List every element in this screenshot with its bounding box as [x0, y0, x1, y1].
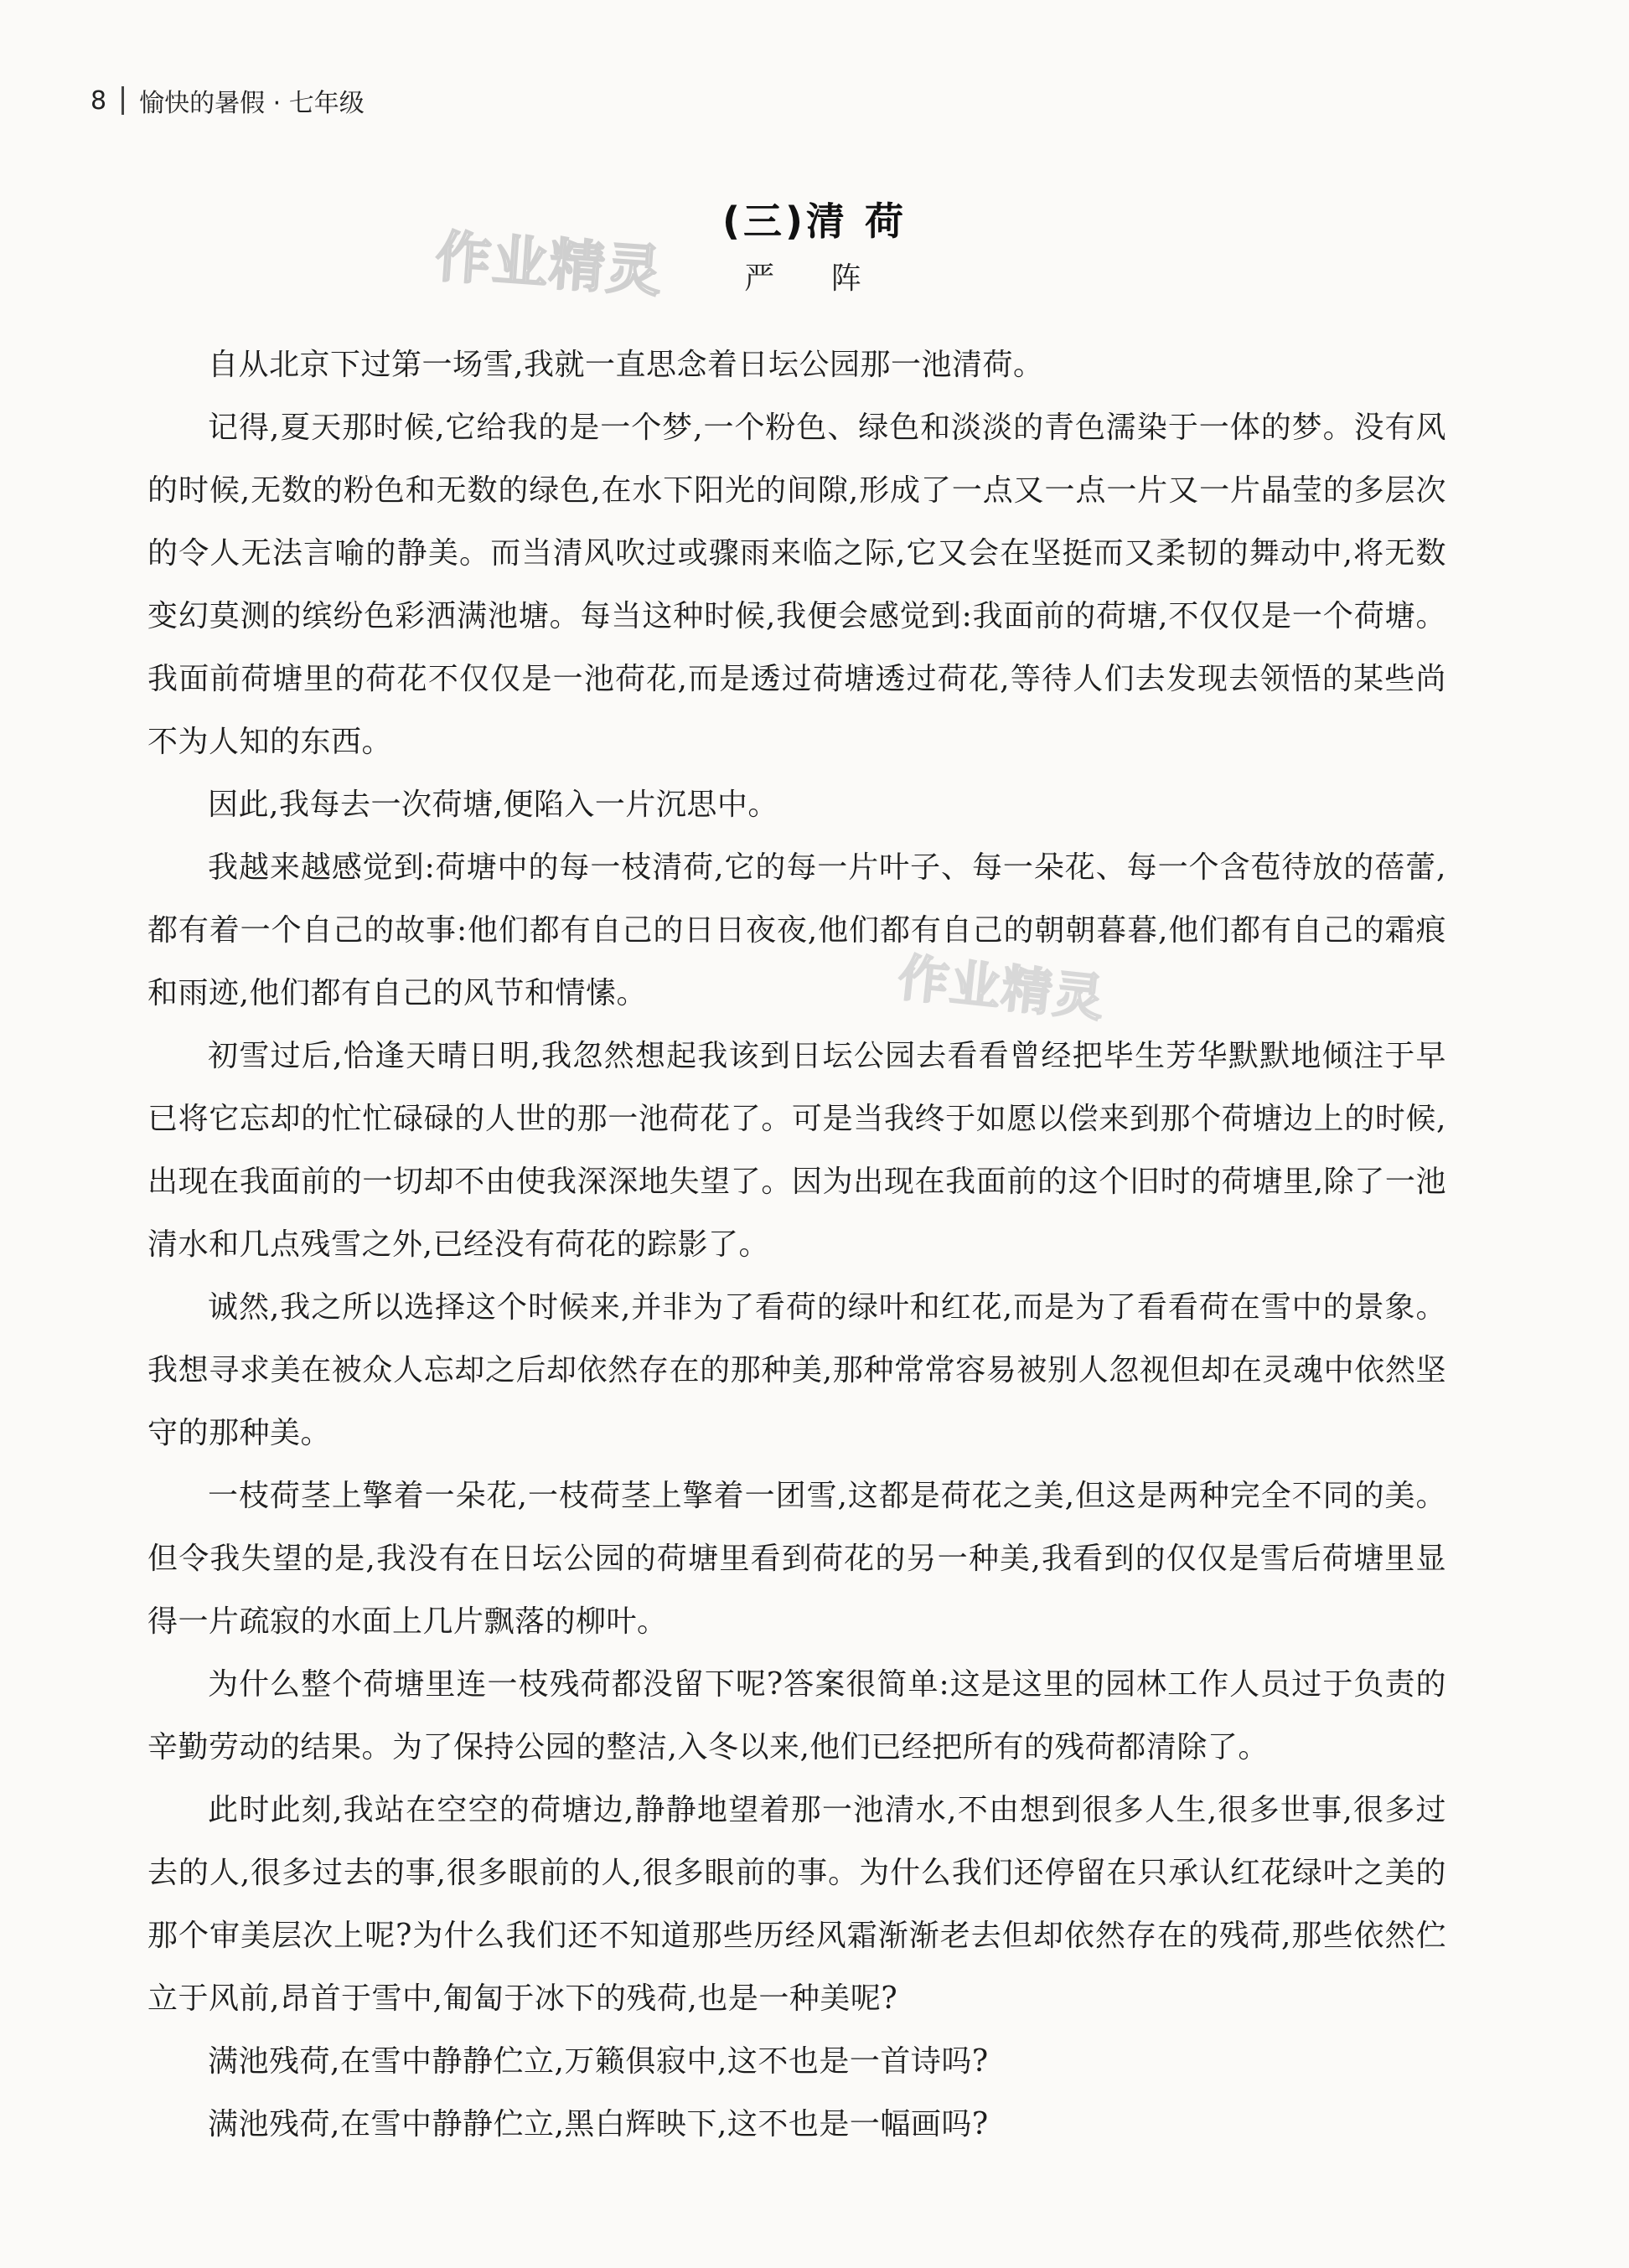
article-body: [147, 333, 1446, 2156]
page-number: 8: [90, 85, 107, 116]
paragraph: 初雪过后,恰逢天晴日明,我忽然想起我该到日坛公园去看看曾经把毕生芳华默默地倾注于早已将它忘却的忙忙碌碌的人世的那一池荷花了。可是当我终于如愿以偿来到那个荷塘边上的时候,出现在我面前的一切却不由使我深深地失望了。因为出现在我面前的这个旧时的荷塘里,除了一池清水和几点残雪之外,已经没有荷花的踪影了。: [147, 1039, 1446, 1262]
paragraph: 自从北京下过第一场雪,我就一直思念着日坛公园那一池清荷。: [208, 348, 1044, 382]
watermark-logo: 作业精灵: [433, 224, 665, 305]
watermark-logo: 作业精灵: [895, 948, 1109, 1029]
paragraph: 我越来越感觉到:荷塘中的每一枝清荷,它的每一片叶子、每一朵花、每一个含苞待放的蓓蕾,都有着一个自己的故事:他们都有自己的日日夜夜,他们都有自己的朝朝暮暮,他们都有自己的霜痕和雨迹,他们都有自己的风节和情愫。: [147, 850, 1446, 1010]
paragraph: 此时此刻,我站在空空的荷塘边,静静地望着那一池清水,不由想到很多人生,很多世事,很多过去的人,很多过去的事,很多眼前的人,很多眼前的事。为什么我们还停留在只承认红花绿叶之美的那个审美层次上呢?为什么我们还不知道那些历经风霜渐渐老去但却依然存在的残荷,那些依然伫立于风前,昂首于雪中,匍匐于冰下的残荷,也是一种美呢?: [147, 1793, 1446, 2016]
paragraph: 满池残荷,在雪中静静伫立,万籁俱寂中,这不也是一首诗吗?: [208, 2044, 989, 2079]
header-divider: [122, 86, 124, 115]
page-header: [90, 82, 365, 119]
paragraph: 一枝荷茎上擎着一朵花,一枝荷茎上擎着一团雪,这都是荷花之美,但这是两种完全不同的美。但令我失望的是,我没有在日坛公园的荷塘里看到荷花的另一种美,我看到的仅仅是雪后荷塘里显得一片疏寂的水面上几片飘落的柳叶。: [147, 1479, 1446, 1639]
paragraph: 诚然,我之所以选择这个时候来,并非为了看荷的绿叶和红花,而是为了看看荷在雪中的景象。我想寻求美在被众人忘却之后却依然存在的那种美,那种常常容易被别人忽视但却在灵魂中依然坚守的那种美。: [147, 1290, 1446, 1450]
paragraph: 为什么整个荷塘里连一枝残荷都没留下呢?答案很简单:这是这里的园林工作人员过于负责的辛勤劳动的结果。为了保持公园的整洁,入冬以来,他们已经把所有的残荷都清除了。: [147, 1667, 1446, 1764]
article-author: 严 阵: [744, 261, 885, 296]
article-title: (三)清 荷: [721, 199, 908, 244]
book-title: 愉快的暑假 · 七年级: [139, 89, 365, 118]
paragraph: 满池残荷,在雪中静静伫立,黑白辉映下,这不也是一幅画吗?: [208, 2107, 989, 2141]
paragraph: 记得,夏天那时候,它给我的是一个梦,一个粉色、绿色和淡淡的青色濡染于一体的梦。没有风的时候,无数的粉色和无数的绿色,在水下阳光的间隙,形成了一点又一点一片又一片晶莹的多层次的令人无法言喻的静美。而当清风吹过或骤雨来临之际,它又会在坚挺而又柔韧的舞动中,将无数变幻莫测的缤纷色彩洒满池塘。每当这种时候,我便会感觉到:我面前的荷塘,不仅仅是一个荷塘。我面前荷塘里的荷花不仅仅是一池荷花,而是透过荷塘透过荷花,等待人们去发现去领悟的某些尚不为人知的东西。: [147, 411, 1446, 759]
paragraph: 因此,我每去一次荷塘,便陷入一片沉思中。: [208, 788, 778, 822]
